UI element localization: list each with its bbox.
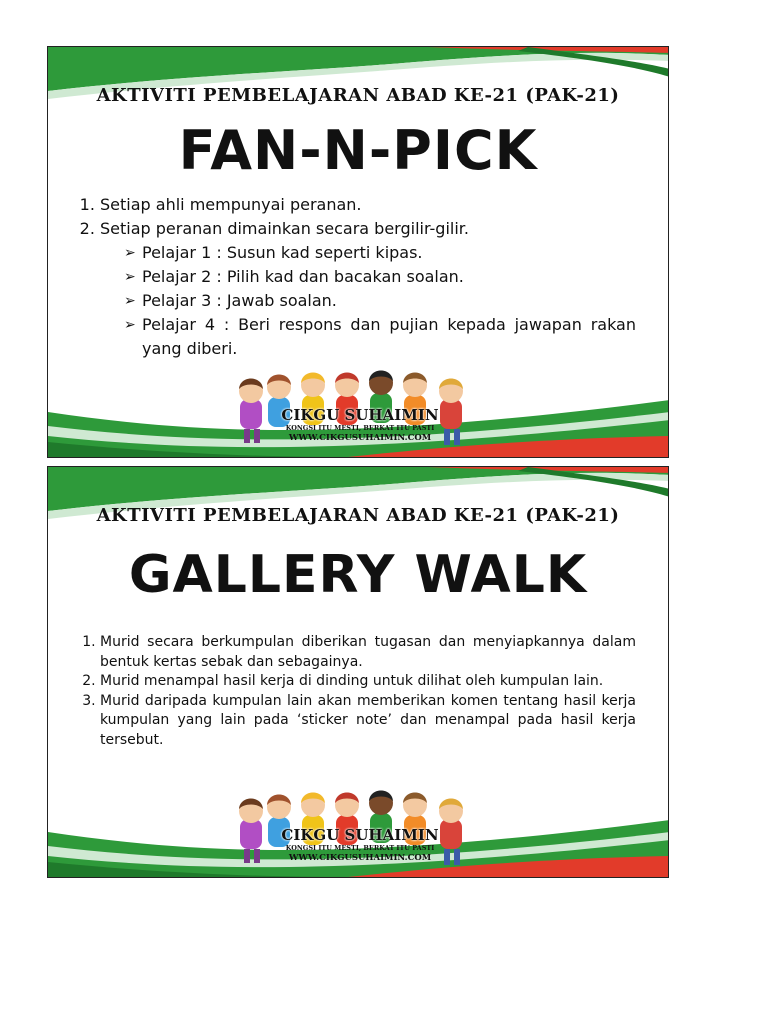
activity-card-fan-n-pick [47, 46, 669, 458]
brand-tagline: KONGSI ITU MESTI, BERKAT ITU PASTI [285, 844, 435, 852]
sublist-item: ➢ Pelajar 2 : Pilih kad dan bacakan soalan. [124, 265, 636, 289]
brand-text [280, 827, 440, 864]
card-title: GALLERY WALK [128, 545, 588, 605]
list-item: 1. Murid secara berkumpulan diberikan tugasan dan menyiapkannya dalam bentuk kertas sebak dan sebagainya. [100, 633, 636, 672]
brand-tagline: KONGSI ITU MESTI, BERKAT ITU PASTI [285, 424, 435, 432]
list-item: 2. Murid menampal hasil kerja di dinding untuk dilihat oleh kumpulan lain. [100, 672, 636, 692]
brand-name: CIKGU SUHAIMIN [281, 826, 439, 844]
list-item-text: Setiap peranan dimainkan secara bergilir-gilir. [100, 219, 469, 238]
brand-logo [228, 789, 490, 871]
sublist-item: ➢ Pelajar 4 : Beri respons dan pujian kepada jawapan rakan yang diberi. [124, 313, 636, 361]
brand-url: WWW.CIKGUSUHAIMIN.COM [288, 853, 432, 863]
sublist-item: ➢ Pelajar 3 : Jawab soalan. [124, 289, 636, 313]
card-subtitle: AKTIVITI PEMBELAJARAN ABAD KE-21 (PAK-21) [96, 505, 620, 526]
brand-name: CIKGU SUHAIMIN [281, 406, 439, 424]
card-content [78, 193, 636, 361]
list-item [100, 217, 636, 361]
card-content [78, 633, 636, 750]
steps-list [78, 193, 636, 361]
list-item: 3. Murid daripada kumpulan lain akan memberikan komen tentang hasil kerja kumpulan yang lain pada ‘sticker note’ dan menampal pada hasil kerja tersebut. [100, 692, 636, 751]
card-title: FAN-N-PICK [178, 119, 538, 182]
steps-list [78, 633, 636, 750]
list-item: 1. Setiap ahli mempunyai peranan. [100, 193, 636, 217]
brand-logo [228, 369, 490, 451]
brand-url: WWW.CIKGUSUHAIMIN.COM [288, 433, 432, 443]
sublist-item: ➢ Pelajar 1 : Susun kad seperti kipas. [124, 241, 636, 265]
brand-text [280, 407, 440, 444]
activity-card-gallery-walk [47, 466, 669, 878]
card-subtitle: AKTIVITI PEMBELAJARAN ABAD KE-21 (PAK-21) [96, 85, 620, 106]
roles-sublist [100, 241, 636, 361]
